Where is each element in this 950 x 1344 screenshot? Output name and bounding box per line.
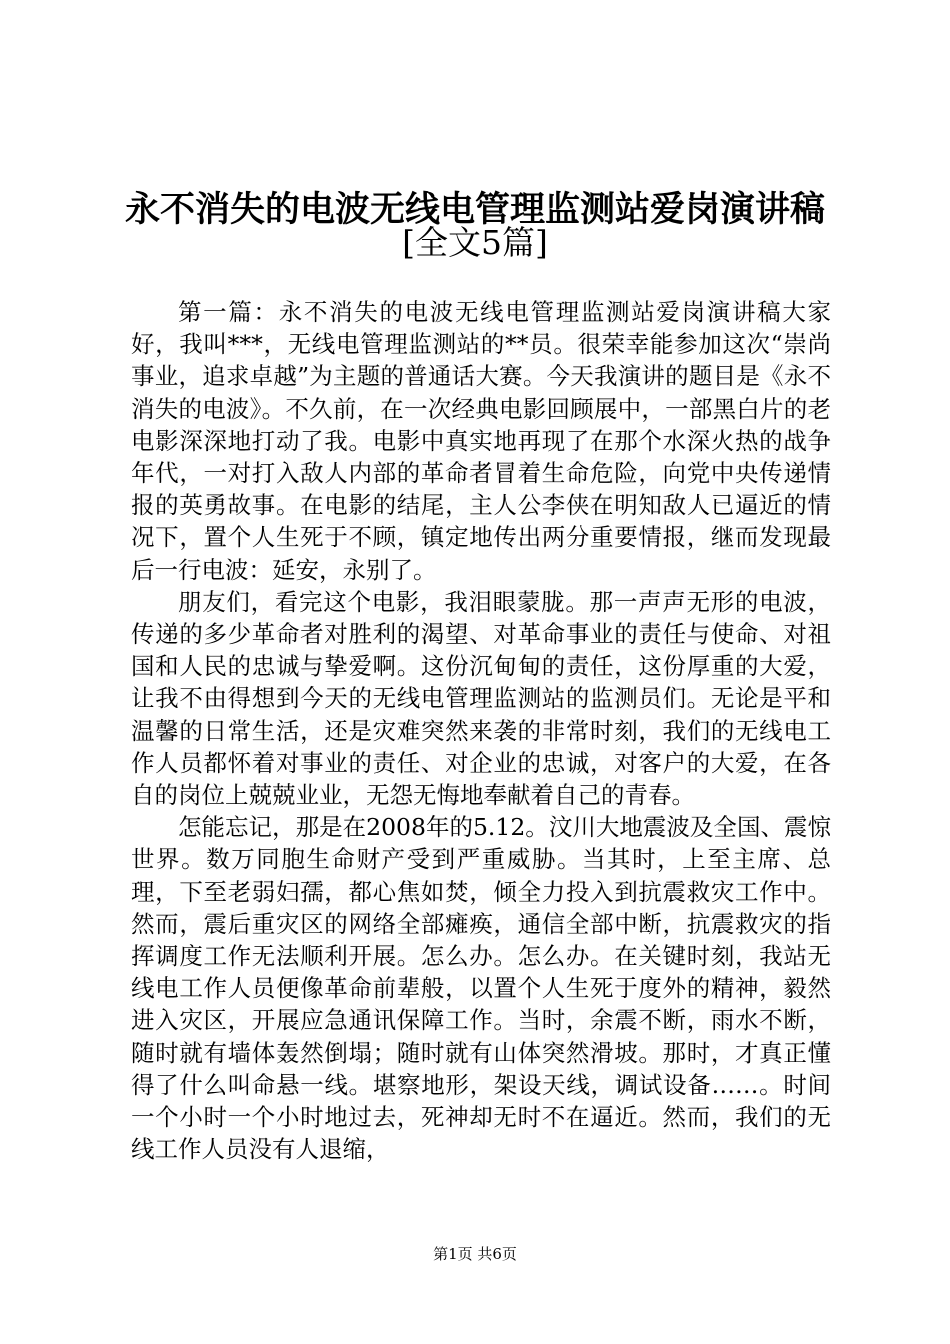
document-title-line2: [全文5篇] bbox=[402, 223, 548, 262]
document-body bbox=[131, 296, 831, 1165]
document-title-line1: 永不消失的电波无线电管理监测站爱岗演讲稿 bbox=[124, 189, 825, 230]
paragraph-2: 朋友们，看完这个电影，我泪眼蒙胧。那一声声无形的电波，传递的多少革命者对胜利的渴望、对革命事业的责任与使命、对祖国和人民的忠诚与挚爱啊。这份沉甸甸的责任，这份厚重的大爱，让我不由得想到今天的无线电管理监测站的监测员们。无论是平和温馨的日常生活，还是灾难突然来袭的非常时刻，我们的无线电工作人员都怀着对事业的责任、对企业的忠诚，对客户的大爱，在各自的岗位上兢兢业业，无怨无悔地奉献着自己的青春。 bbox=[131, 587, 831, 810]
paragraph-3: 怎能忘记，那是在2008年的5.12。汶川大地震波及全国、震惊世界。数万同胞生命财产受到严重威胁。当其时，上至主席、总理，下至老弱妇孺，都心焦如焚，倾全力投入到抗震救灾工作中。然而，震后重灾区的网络全部瘫痪，通信全部中断，抗震救灾的指挥调度工作无法顺利开展。怎么办。怎么办。在关键时刻，我站无线电工作人员便像革命前辈般，以置个人生死于度外的精神，毅然进入灾区，开展应急通讯保障工作。当时，余震不断，雨水不断，随时就有墙体轰然倒塌；随时就有山体突然滑坡。那时，才真正懂得了什么叫命悬一线。堪察地形，架设天线，调试设备……。时间一个小时一个小时地过去，死神却无时不在逼近。然而，我们的无线工作人员没有人退缩， bbox=[131, 813, 831, 1164]
page-footer: 第1页 共6页 bbox=[433, 1245, 517, 1263]
paragraph-1: 第一篇：永不消失的电波无线电管理监测站爱岗演讲稿大家好，我叫***，无线电管理监测站的**员。很荣幸能参加这次“崇尚事业，追求卓越”为主题的普通话大赛。今天我演讲的题目是《永不消失的电波》。不久前，在一次经典电影回顾展中，一部黑白片的老电影深深地打动了我。电影中真实地再现了在那个水深火热的战争年代，一对打入敌人内部的革命者冒着生命危险，向党中央传递情报的英勇故事。在电影的结尾，主人公李侠在明知敌人已逼近的情况下，置个人生死于不顾，镇定地传出两分重要情报，继而发现最后一行电波：延安，永别了。 bbox=[131, 298, 831, 584]
